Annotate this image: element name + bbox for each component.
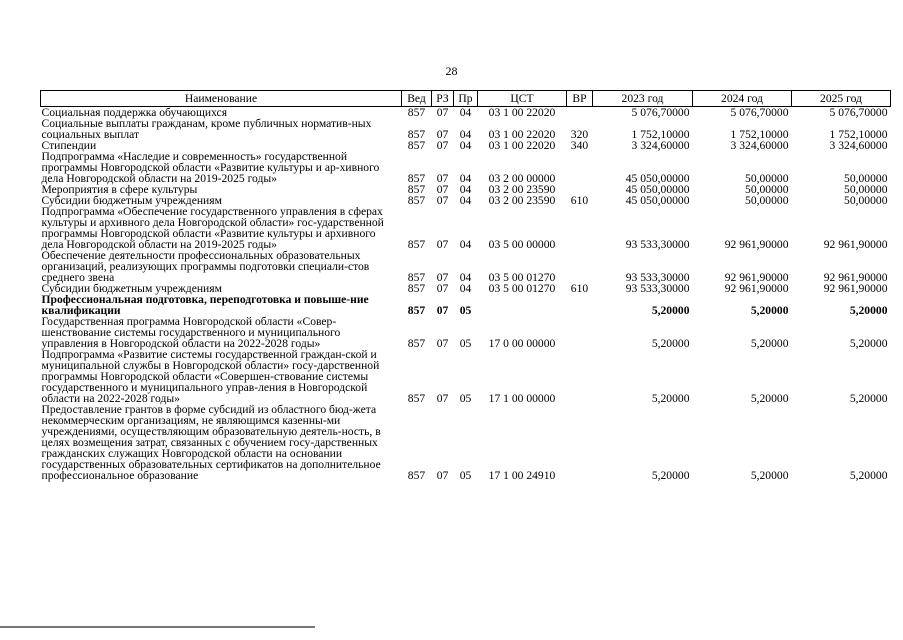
cell-vr: 610	[570, 282, 589, 295]
cell-amount-2025: 92 961,90000	[823, 282, 888, 295]
cell-pr: 04	[459, 271, 472, 284]
cell-amount-2023: 93 533,30000	[625, 282, 690, 295]
cell-cst: 03 1 00 22020	[488, 128, 556, 141]
cell-name: Социальная поддержка обучающихся	[41, 106, 228, 119]
cell-pr: 05	[459, 469, 472, 482]
table-row	[41, 206, 891, 250]
header-name: Наименование	[41, 91, 402, 107]
cell-rz: 07	[436, 194, 449, 207]
cell-name: Профессиональная подготовка, переподготовка и повыше-ние квалификации	[41, 293, 369, 317]
cell-pr: 04	[459, 172, 472, 185]
cell-amount-2024: 1 752,10000	[730, 128, 789, 141]
cell-ved: 857	[407, 128, 426, 141]
cell-rz: 07	[436, 304, 449, 317]
cell-amount-2025: 5 076,70000	[829, 106, 888, 119]
cell-pr: 04	[459, 194, 472, 207]
cell-cst: 17 1 00 24910	[488, 469, 556, 482]
cell-amount-2025: 50,00000	[844, 172, 888, 185]
cell-ved: 857	[407, 172, 426, 185]
cell-ved: 857	[407, 304, 426, 317]
cell-rz: 07	[436, 469, 449, 482]
cell-amount-2024: 5,20000	[750, 469, 789, 482]
cell-vr	[567, 206, 593, 250]
header-2024: 2024 год	[693, 91, 792, 107]
cell-pr: 04	[459, 282, 472, 295]
cell-amount-2024: 5 076,70000	[730, 106, 789, 119]
cell-vr: 340	[570, 139, 589, 152]
cell-vr: 320	[570, 128, 589, 141]
cell-rz: 07	[436, 392, 449, 405]
cell-vr	[567, 107, 593, 119]
cell-vr: 610	[570, 194, 589, 207]
cell-name: Стипендии	[41, 139, 97, 152]
cell-amount-2024: 50,00000	[745, 183, 789, 196]
header-rz: РЗ	[432, 91, 454, 107]
cell-name: Подпрограмма «Развитие системы государственной граждан-ской и муниципальной службы в Новгородской области» госу-дарственной программы Новгородской области «Совершен-ствование системы государственного и муниципального управ-ления в Новгородской области на 2022-2028 годы»	[41, 348, 380, 405]
cell-name: Социальные выплаты гражданам, кроме публичных норматив-ных социальных выплат	[41, 117, 372, 141]
cell-rz: 07	[436, 337, 449, 350]
cell-amount-2025: 5,20000	[849, 337, 888, 350]
cell-ved: 857	[407, 469, 426, 482]
cell-rz: 07	[436, 128, 449, 141]
cell-amount-2023: 45 050,00000	[625, 183, 690, 196]
cell-ved: 857	[407, 139, 426, 152]
cell-cst: 03 5 00 00000	[488, 238, 556, 251]
cell-cst: 03 5 00 01270	[488, 271, 556, 284]
cell-ved: 857	[407, 282, 426, 295]
cell-amount-2024: 5,20000	[750, 337, 789, 350]
cell-amount-2025: 92 961,90000	[823, 271, 888, 284]
cell-amount-2025: 5,20000	[849, 304, 888, 317]
cell-amount-2024: 5,20000	[750, 392, 789, 405]
cell-amount-2023: 5 076,70000	[631, 106, 690, 119]
table-row	[41, 404, 891, 481]
cell-amount-2023: 5,20000	[651, 392, 690, 405]
cell-name: Подпрограмма «Наследие и современность» государственной программы Новгородской области «Развитие культуры и ар-хивного дела Новгородской области на 2019-2025 годы»	[41, 150, 380, 185]
cell-pr: 04	[459, 128, 472, 141]
table-row	[41, 151, 891, 184]
cell-cst: 03 1 00 22020	[488, 139, 556, 152]
cell-pr: 04	[459, 238, 472, 251]
cell-rz: 07	[436, 282, 449, 295]
cell-name: Субсидии бюджетным учреждениям	[41, 194, 222, 207]
cell-rz: 07	[436, 183, 449, 196]
cell-name: Субсидии бюджетным учреждениям	[41, 282, 222, 295]
cell-amount-2025: 5,20000	[849, 392, 888, 405]
cell-vr	[567, 151, 593, 184]
cell-rz: 07	[436, 172, 449, 185]
cell-amount-2024: 50,00000	[745, 194, 789, 207]
cell-amount-2025: 92 961,90000	[823, 238, 888, 251]
cell-pr: 05	[459, 304, 472, 317]
cell-amount-2024: 3 324,60000	[730, 139, 789, 152]
cell-vr	[567, 404, 593, 481]
cell-amount-2025: 50,00000	[844, 194, 888, 207]
cell-amount-2024: 5,20000	[750, 304, 789, 317]
page-number: 28	[445, 64, 458, 78]
cell-ved: 857	[407, 271, 426, 284]
cell-name: Подпрограмма «Обеспечение государственного управления в сферах культуры и архивного дела Новгородской области» гос-ударственной программы Новгородской области «Развитие культуры и архивного дела Новгородской области на 2019-2025 годы»	[41, 205, 384, 251]
table-header-row	[41, 91, 891, 107]
cell-rz: 07	[436, 106, 449, 119]
cell-amount-2023: 93 533,30000	[625, 238, 690, 251]
budget-table	[40, 90, 891, 481]
header-ved: Вед	[402, 91, 432, 107]
footer-rule	[0, 626, 315, 628]
cell-amount-2025: 3 324,60000	[829, 139, 888, 152]
cell-ved: 857	[407, 194, 426, 207]
cell-pr: 05	[459, 392, 472, 405]
cell-rz: 07	[436, 238, 449, 251]
cell-amount-2024: 92 961,90000	[724, 238, 789, 251]
cell-ved: 857	[407, 106, 426, 119]
header-pr: Пр	[454, 91, 478, 107]
cell-cst: 03 2 00 00000	[488, 172, 556, 185]
cell-amount-2023: 5,20000	[651, 469, 690, 482]
table-row	[41, 118, 891, 140]
header-2025: 2025 год	[792, 91, 891, 107]
cell-amount-2025: 50,00000	[844, 183, 888, 196]
cell-name: Государственная программа Новгородской области «Совер-шенствование системы государственного и муниципального управления в Новгородской области на 2022-2028 годы»	[41, 315, 341, 350]
cell-name: Мероприятия в сфере культуры	[41, 183, 198, 196]
table-row	[41, 349, 891, 404]
cell-amount-2023: 5,20000	[651, 304, 690, 317]
cell-cst: 17 0 00 00000	[488, 337, 556, 350]
cell-cst: 03 2 00 23590	[488, 194, 556, 207]
cell-ved: 857	[407, 183, 426, 196]
cell-amount-2024: 92 961,90000	[724, 282, 789, 295]
cell-amount-2024: 50,00000	[745, 172, 789, 185]
cell-cst: 03 2 00 23590	[488, 183, 556, 196]
cell-amount-2024: 92 961,90000	[724, 271, 789, 284]
cell-vr	[567, 316, 593, 349]
cell-pr: 04	[459, 183, 472, 196]
cell-amount-2023: 3 324,60000	[631, 139, 690, 152]
cell-pr: 05	[459, 337, 472, 350]
table-row	[41, 250, 891, 283]
header-vr: ВР	[567, 91, 593, 107]
cell-amount-2023: 1 752,10000	[631, 128, 690, 141]
cell-amount-2025: 1 752,10000	[829, 128, 888, 141]
cell-amount-2025: 5,20000	[849, 469, 888, 482]
cell-amount-2023: 45 050,00000	[625, 172, 690, 185]
cell-ved: 857	[407, 337, 426, 350]
cell-rz: 07	[436, 139, 449, 152]
header-2023: 2023 год	[593, 91, 693, 107]
cell-ved: 857	[407, 238, 426, 251]
cell-amount-2023: 5,20000	[651, 337, 690, 350]
cell-cst: 17 1 00 00000	[488, 392, 556, 405]
cell-name: Предоставление грантов в форме субсидий из областного бюд-жета некоммерческим организациям, не являющимся казенны-ми учреждениями, осуществляющим образовательную деятель-ность, в целях возмещения затрат, связанных с обучением госу-дарственных гражданских служащих Новгородской области на основании государственных образовательных сертификатов на дополнительное профессиональное образование	[41, 403, 381, 482]
cell-vr	[567, 250, 593, 283]
table-row	[41, 294, 891, 316]
cell-pr: 04	[459, 106, 472, 119]
cell-cst: 03 1 00 22020	[488, 106, 556, 119]
cell-cst: 03 5 00 01270	[488, 282, 556, 295]
cell-pr: 04	[459, 139, 472, 152]
cell-ved: 857	[407, 392, 426, 405]
table-row	[41, 316, 891, 349]
cell-amount-2023: 45 050,00000	[625, 194, 690, 207]
header-cst: ЦСТ	[478, 91, 567, 107]
cell-amount-2023: 93 533,30000	[625, 271, 690, 284]
cell-rz: 07	[436, 271, 449, 284]
cell-name: Обеспечение деятельности профессиональных образовательных организаций, реализующих программы подготовки специали-стов среднего звена	[41, 249, 370, 284]
cell-vr	[567, 349, 593, 404]
cell-cst	[478, 294, 567, 316]
cell-vr	[567, 294, 593, 316]
